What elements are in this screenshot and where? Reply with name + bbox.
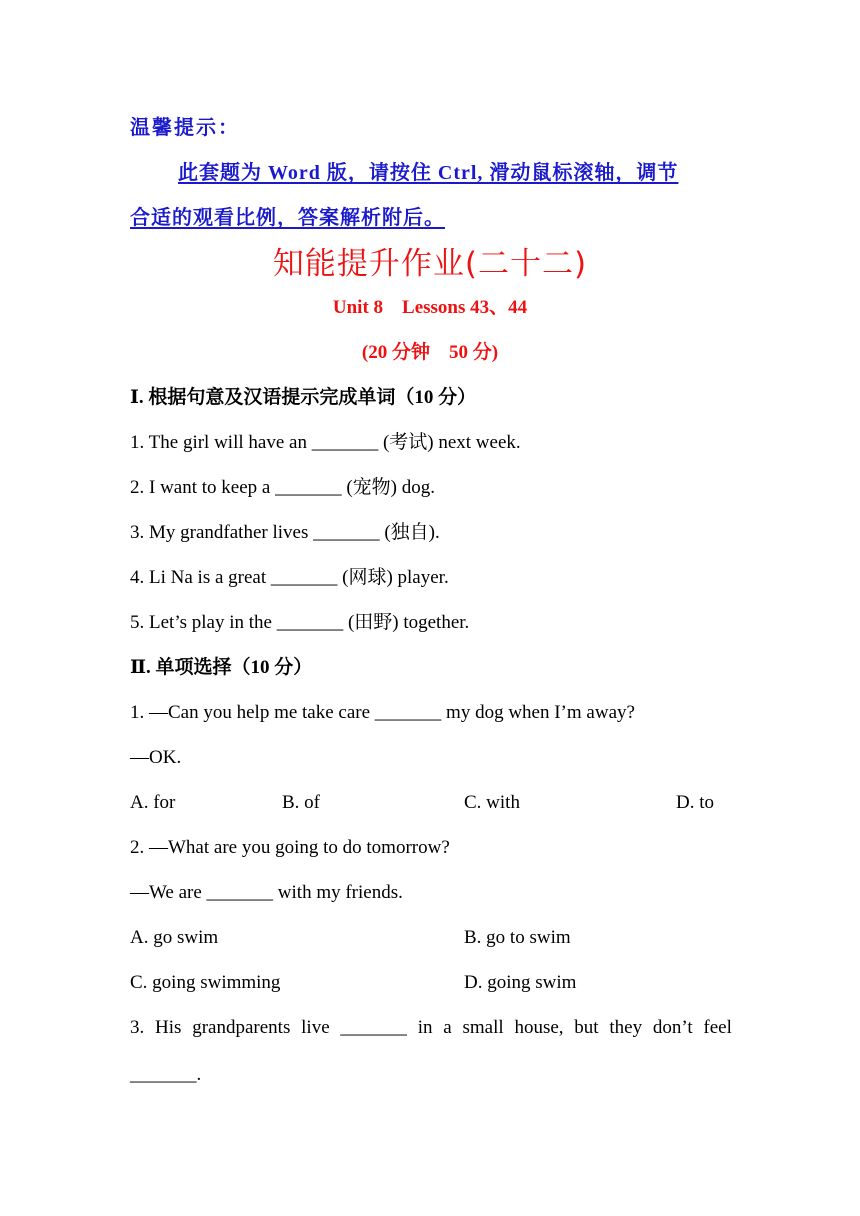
q3-word: 3. (130, 1017, 145, 1038)
part1-item-4: 4. Li Na is a great _______ (网球) player. (130, 567, 449, 588)
tip-line-2: 合适的观看比例，答案解析附后。 (130, 207, 445, 229)
q3-blank: _______ (340, 1017, 407, 1038)
q3-word: they (609, 1017, 643, 1038)
q2-option-d: D. going swim (464, 972, 577, 993)
q1-option-d: D. to (676, 792, 714, 813)
q3-stem (130, 1016, 732, 1040)
part1-item-1: 1. The girl will have an _______ (考试) next week. (130, 432, 521, 453)
part1-item-3: 3. My grandfather lives _______ (独自). (130, 522, 440, 543)
time-score-subtitle: (20 分钟 50 分) (361, 342, 499, 363)
part1-heading: Ⅰ. 根据句意及汉语提示完成单词（10 分） (130, 387, 477, 408)
q3-word: a (443, 1017, 452, 1038)
q2-option-a: A. go swim (130, 927, 219, 948)
part2-heading: Ⅱ. 单项选择（10 分） (130, 657, 313, 678)
q1-option-b: B. of (282, 792, 320, 813)
q2-option-c: C. going swimming (130, 972, 281, 993)
q3-word: small (462, 1017, 504, 1038)
part1-item-2: 2. I want to keep a _______ (宠物) dog. (130, 477, 435, 498)
q3-word: in (417, 1017, 433, 1038)
q1-option-a: A. for (130, 792, 176, 813)
unit-subtitle: Unit 8 Lessons 43、44 (332, 297, 528, 318)
q3-word: house, (514, 1017, 564, 1038)
tip-line-1: 此套题为 Word 版，请按住 Ctrl, 滑动鼠标滚轴，调节 (178, 162, 679, 184)
q2-reply: —We are _______ with my friends. (130, 882, 403, 903)
q3-word: don’t (652, 1017, 693, 1038)
q1-option-c: C. with (464, 792, 520, 813)
q3-word: His (155, 1017, 182, 1038)
tip-heading: 温馨提示： (130, 117, 240, 139)
q1-reply: —OK. (130, 747, 182, 768)
q3-word: but (574, 1017, 599, 1038)
part1-item-5: 5. Let’s play in the _______ (田野) together. (130, 612, 470, 633)
q2-option-b: B. go to swim (464, 927, 571, 948)
q3-word: live (301, 1017, 330, 1038)
q1-stem: 1. —Can you help me take care _______ my dog when I’m away? (130, 702, 635, 723)
q2-stem: 2. —What are you going to do tomorrow? (130, 837, 450, 858)
q3-word: grandparents (192, 1017, 291, 1038)
page-title: 知能提升作业(二十二) (272, 246, 588, 282)
q3-word: feel (703, 1017, 732, 1038)
q3-stem-end: _______. (130, 1064, 202, 1085)
